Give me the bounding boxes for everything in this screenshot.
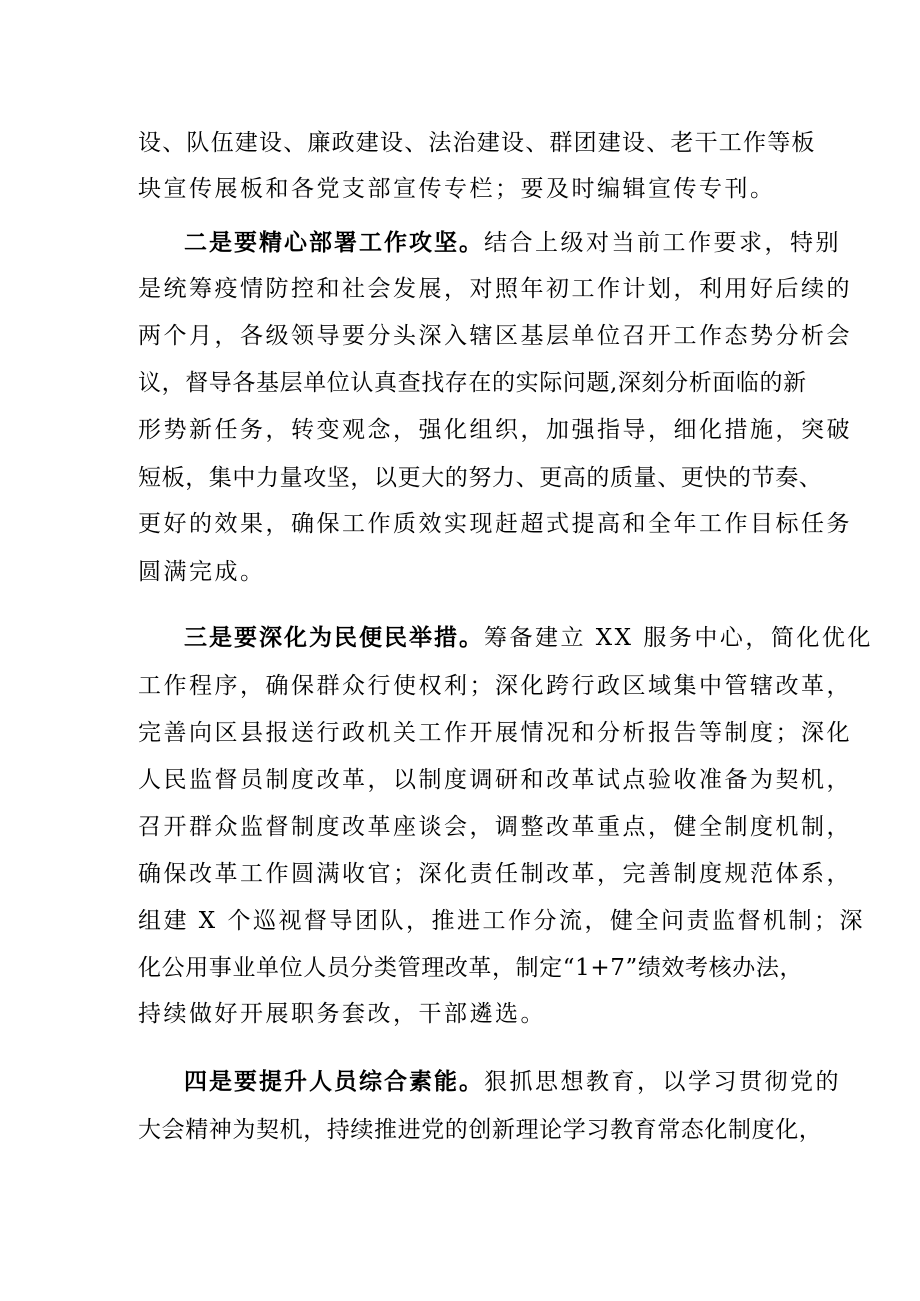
text-line: 议，督导各基层单位认真查找存在的实际问题,深刻分析面临的新 xyxy=(138,370,807,396)
paragraph-first-line xyxy=(184,618,873,658)
paragraph-text: 筹备建立 XX 服务中心，简化优化 xyxy=(484,625,873,651)
text-line: 是统筹疫情防控和社会发展，对照年初工作计划，利用好后续的 xyxy=(138,276,852,302)
text-line: 召开群众监督制度改革座谈会，调整改革重点，健全制度机制， xyxy=(138,814,852,840)
text-line: 设、队伍建设、廉政建设、法治建设、群团建设、老干工作等板 xyxy=(138,130,816,156)
text-line: 组建 X 个巡视督导团队，推进工作分流，健全问责监督机制；深 xyxy=(138,908,865,934)
text-line: 完善向区县报送行政机关工作开展情况和分析报告等制度；深化 xyxy=(138,720,852,746)
text-line: 大会精神为契机，持续推进党的创新理论学习教育常态化制度化， xyxy=(138,1117,823,1143)
text-line: 两个月，各级领导要分头深入辖区基层单位召开工作态势分析会 xyxy=(138,323,852,349)
paragraph-heading: 四是要提升人员综合素能。 xyxy=(184,1069,484,1095)
text-line: 工作程序，确保群众行使权利；深化跨行政区域集中管辖改革， xyxy=(138,673,852,699)
text-line: 形势新任务，转变观念，强化组织，加强指导，细化措施，突破 xyxy=(138,417,852,443)
text-line: 持续做好开展职务套改，干部遴选。 xyxy=(138,1001,546,1027)
text-line: 更好的效果，确保工作质效实现赶超式提高和全年工作目标任务 xyxy=(138,511,852,537)
text-line: 确保改革工作圆满收官；深化责任制改革，完善制度规范体系， xyxy=(138,861,852,887)
text-line: 短板，集中力量攻坚，以更大的努力、更高的质量、更快的节奏、 xyxy=(138,465,823,491)
paragraph-first-line xyxy=(184,1062,864,1102)
paragraph-text: 狠抓思想教育，以学习贯彻党的 xyxy=(484,1069,841,1095)
paragraph-heading: 二是要精心部署工作攻坚。 xyxy=(184,230,484,256)
text-line: 人民监督员制度改革，以制度调研和改革试点验收准备为契机， xyxy=(138,767,852,793)
paragraph-first-line xyxy=(184,223,864,263)
text-line: 化公用事业单位人员分类管理改革，制定“1+7”绩效考核办法， xyxy=(138,955,804,981)
paragraph-heading: 三是要深化为民便民举措。 xyxy=(184,625,484,651)
text-line: 圆满完成。 xyxy=(138,559,266,585)
paragraph-text: 结合上级对当前工作要求，特别 xyxy=(484,230,841,256)
text-line: 块宣传展板和各党支部宣传专栏；要及时编辑宣传专刊。 xyxy=(138,176,776,202)
